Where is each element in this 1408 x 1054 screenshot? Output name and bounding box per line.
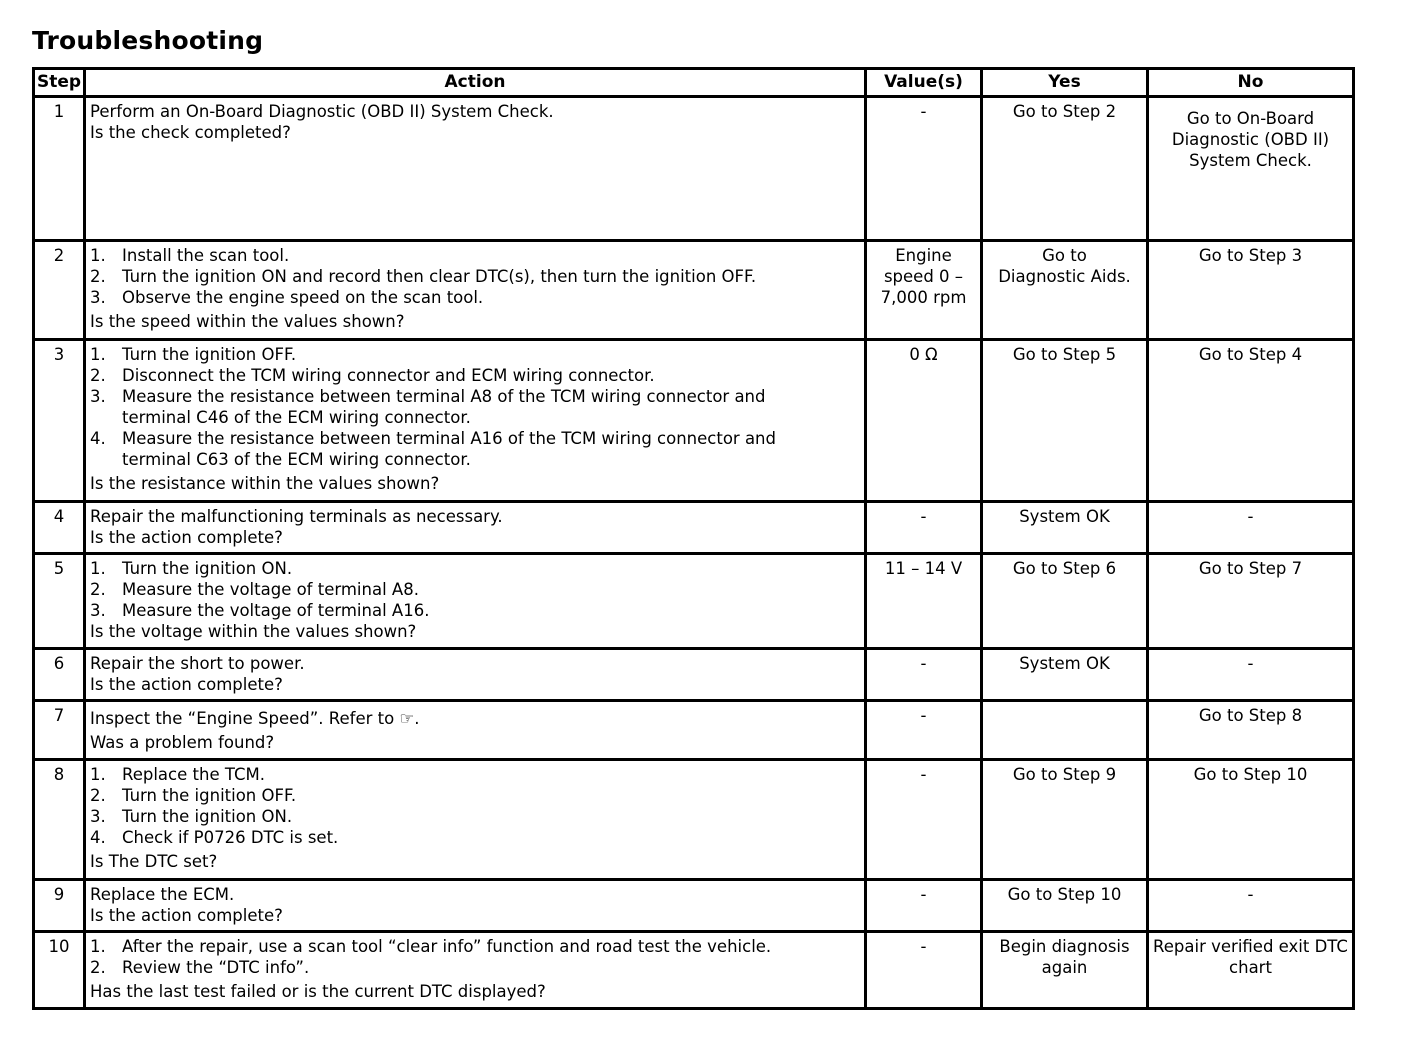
step-number: 4	[34, 502, 85, 554]
table-row	[34, 701, 1354, 760]
action-item: 3. Observe the engine speed on the scan tool.	[90, 288, 484, 307]
action-item: 4. Measure the resistance between terminal A16 of the TCM wiring connector and terminal C63 of the ECM wiring connector.	[90, 429, 776, 469]
action-cell	[85, 241, 866, 340]
action-question: Is the voltage within the values shown?	[90, 622, 417, 641]
action-cell	[85, 554, 866, 649]
action-item: 1. Turn the ignition ON.	[90, 559, 293, 578]
no-cell: Go to Step 4	[1148, 340, 1354, 502]
table-row	[34, 502, 1354, 554]
no-cell: Go to On-Board Diagnostic (OBD II) System Check.	[1148, 97, 1354, 241]
action-cell	[85, 97, 866, 241]
value-cell: 11 – 14 V	[866, 554, 982, 649]
header-no: No	[1148, 69, 1354, 97]
yes-cell: Go to Step 5	[982, 340, 1148, 502]
action-question: Is the action complete?	[90, 906, 283, 925]
action-item: 2. Measure the voltage of terminal A8.	[90, 580, 419, 599]
value-cell: -	[866, 649, 982, 701]
action-question: Is the action complete?	[90, 528, 283, 547]
no-cell: Go to Step 10	[1148, 760, 1354, 880]
value-cell: Engine speed 0 – 7,000 rpm	[866, 241, 982, 340]
table-row	[34, 932, 1354, 1009]
action-question: Was a problem found?	[90, 733, 275, 752]
yes-cell: Go to Step 6	[982, 554, 1148, 649]
action-question: Is the action complete?	[90, 675, 283, 694]
no-cell: -	[1148, 880, 1354, 932]
action-item: 2. Turn the ignition OFF.	[90, 786, 297, 805]
action-cell	[85, 649, 866, 701]
step-number: 7	[34, 701, 85, 760]
no-cell: Go to Step 7	[1148, 554, 1354, 649]
value-cell: -	[866, 932, 982, 1009]
header-step: Step	[34, 69, 85, 97]
action-question: Is the check completed?	[90, 123, 291, 142]
table-row	[34, 554, 1354, 649]
no-cell: Go to Step 3	[1148, 241, 1354, 340]
header-action: Action	[85, 69, 866, 97]
action-item: 2. Turn the ignition ON and record then clear DTC(s), then turn the ignition OFF.	[90, 267, 757, 286]
yes-cell: Go to Diagnostic Aids.	[982, 241, 1148, 340]
step-number: 10	[34, 932, 85, 1009]
step-number: 2	[34, 241, 85, 340]
step-number: 3	[34, 340, 85, 502]
step-number: 8	[34, 760, 85, 880]
yes-cell: Begin diagnosis again	[982, 932, 1148, 1009]
action-cell	[85, 760, 866, 880]
table-row	[34, 649, 1354, 701]
step-number: 5	[34, 554, 85, 649]
table-row	[34, 760, 1354, 880]
action-question: Has the last test failed or is the current DTC displayed?	[90, 982, 546, 1001]
no-cell: -	[1148, 502, 1354, 554]
no-cell: Repair verified exit DTC chart	[1148, 932, 1354, 1009]
action-cell	[85, 701, 866, 760]
header-yes: Yes	[982, 69, 1148, 97]
yes-cell: System OK	[982, 649, 1148, 701]
value-cell: 0 Ω	[866, 340, 982, 502]
action-cell	[85, 880, 866, 932]
value-cell: -	[866, 502, 982, 554]
action-item: 1. After the repair, use a scan tool “clear info” function and road test the vehicle.	[90, 937, 772, 956]
table-row	[34, 340, 1354, 502]
action-line: Repair the short to power.	[90, 654, 305, 673]
step-number: 9	[34, 880, 85, 932]
yes-cell: Go to Step 10	[982, 880, 1148, 932]
action-item: 2. Review the “DTC info”.	[90, 958, 310, 977]
action-line: Repair the malfunctioning terminals as necessary.	[90, 507, 503, 526]
troubleshooting-table	[32, 67, 1355, 1010]
value-cell: -	[866, 97, 982, 241]
header-row	[34, 69, 1354, 97]
action-item: 1. Install the scan tool.	[90, 246, 290, 265]
action-item: 1. Turn the ignition OFF.	[90, 345, 297, 364]
action-cell	[85, 932, 866, 1009]
page-title: Troubleshooting	[32, 26, 264, 55]
table-row	[34, 880, 1354, 932]
table-row	[34, 97, 1354, 241]
yes-cell: Go to Step 9	[982, 760, 1148, 880]
action-item: 3. Measure the voltage of terminal A16.	[90, 601, 430, 620]
yes-cell: Go to Step 2	[982, 97, 1148, 241]
value-cell: -	[866, 760, 982, 880]
action-line: Perform an On-Board Diagnostic (OBD II) System Check.	[90, 102, 554, 121]
step-number: 6	[34, 649, 85, 701]
action-line: Inspect the “Engine Speed”. Refer to ☞.	[90, 709, 420, 728]
action-item: 4. Check if P0726 DTC is set.	[90, 828, 339, 847]
action-question: Is the resistance within the values shown?	[90, 474, 440, 493]
action-question: Is the speed within the values shown?	[90, 312, 405, 331]
header-values: Value(s)	[866, 69, 982, 97]
value-cell: -	[866, 880, 982, 932]
value-cell: -	[866, 701, 982, 760]
action-cell	[85, 502, 866, 554]
no-cell: Go to Step 8	[1148, 701, 1354, 760]
action-item: 3. Turn the ignition ON.	[90, 807, 293, 826]
no-cell: -	[1148, 649, 1354, 701]
action-line: Replace the ECM.	[90, 885, 235, 904]
action-question: Is The DTC set?	[90, 852, 218, 871]
yes-cell: System OK	[982, 502, 1148, 554]
table-row	[34, 241, 1354, 340]
action-item: 1. Replace the TCM.	[90, 765, 265, 784]
action-cell	[85, 340, 866, 502]
action-item: 2. Disconnect the TCM wiring connector and ECM wiring connector.	[90, 366, 655, 385]
action-item: 3. Measure the resistance between terminal A8 of the TCM wiring connector and terminal C46 of the ECM wiring connector.	[90, 387, 766, 427]
step-number: 1	[34, 97, 85, 241]
yes-cell	[982, 701, 1148, 760]
